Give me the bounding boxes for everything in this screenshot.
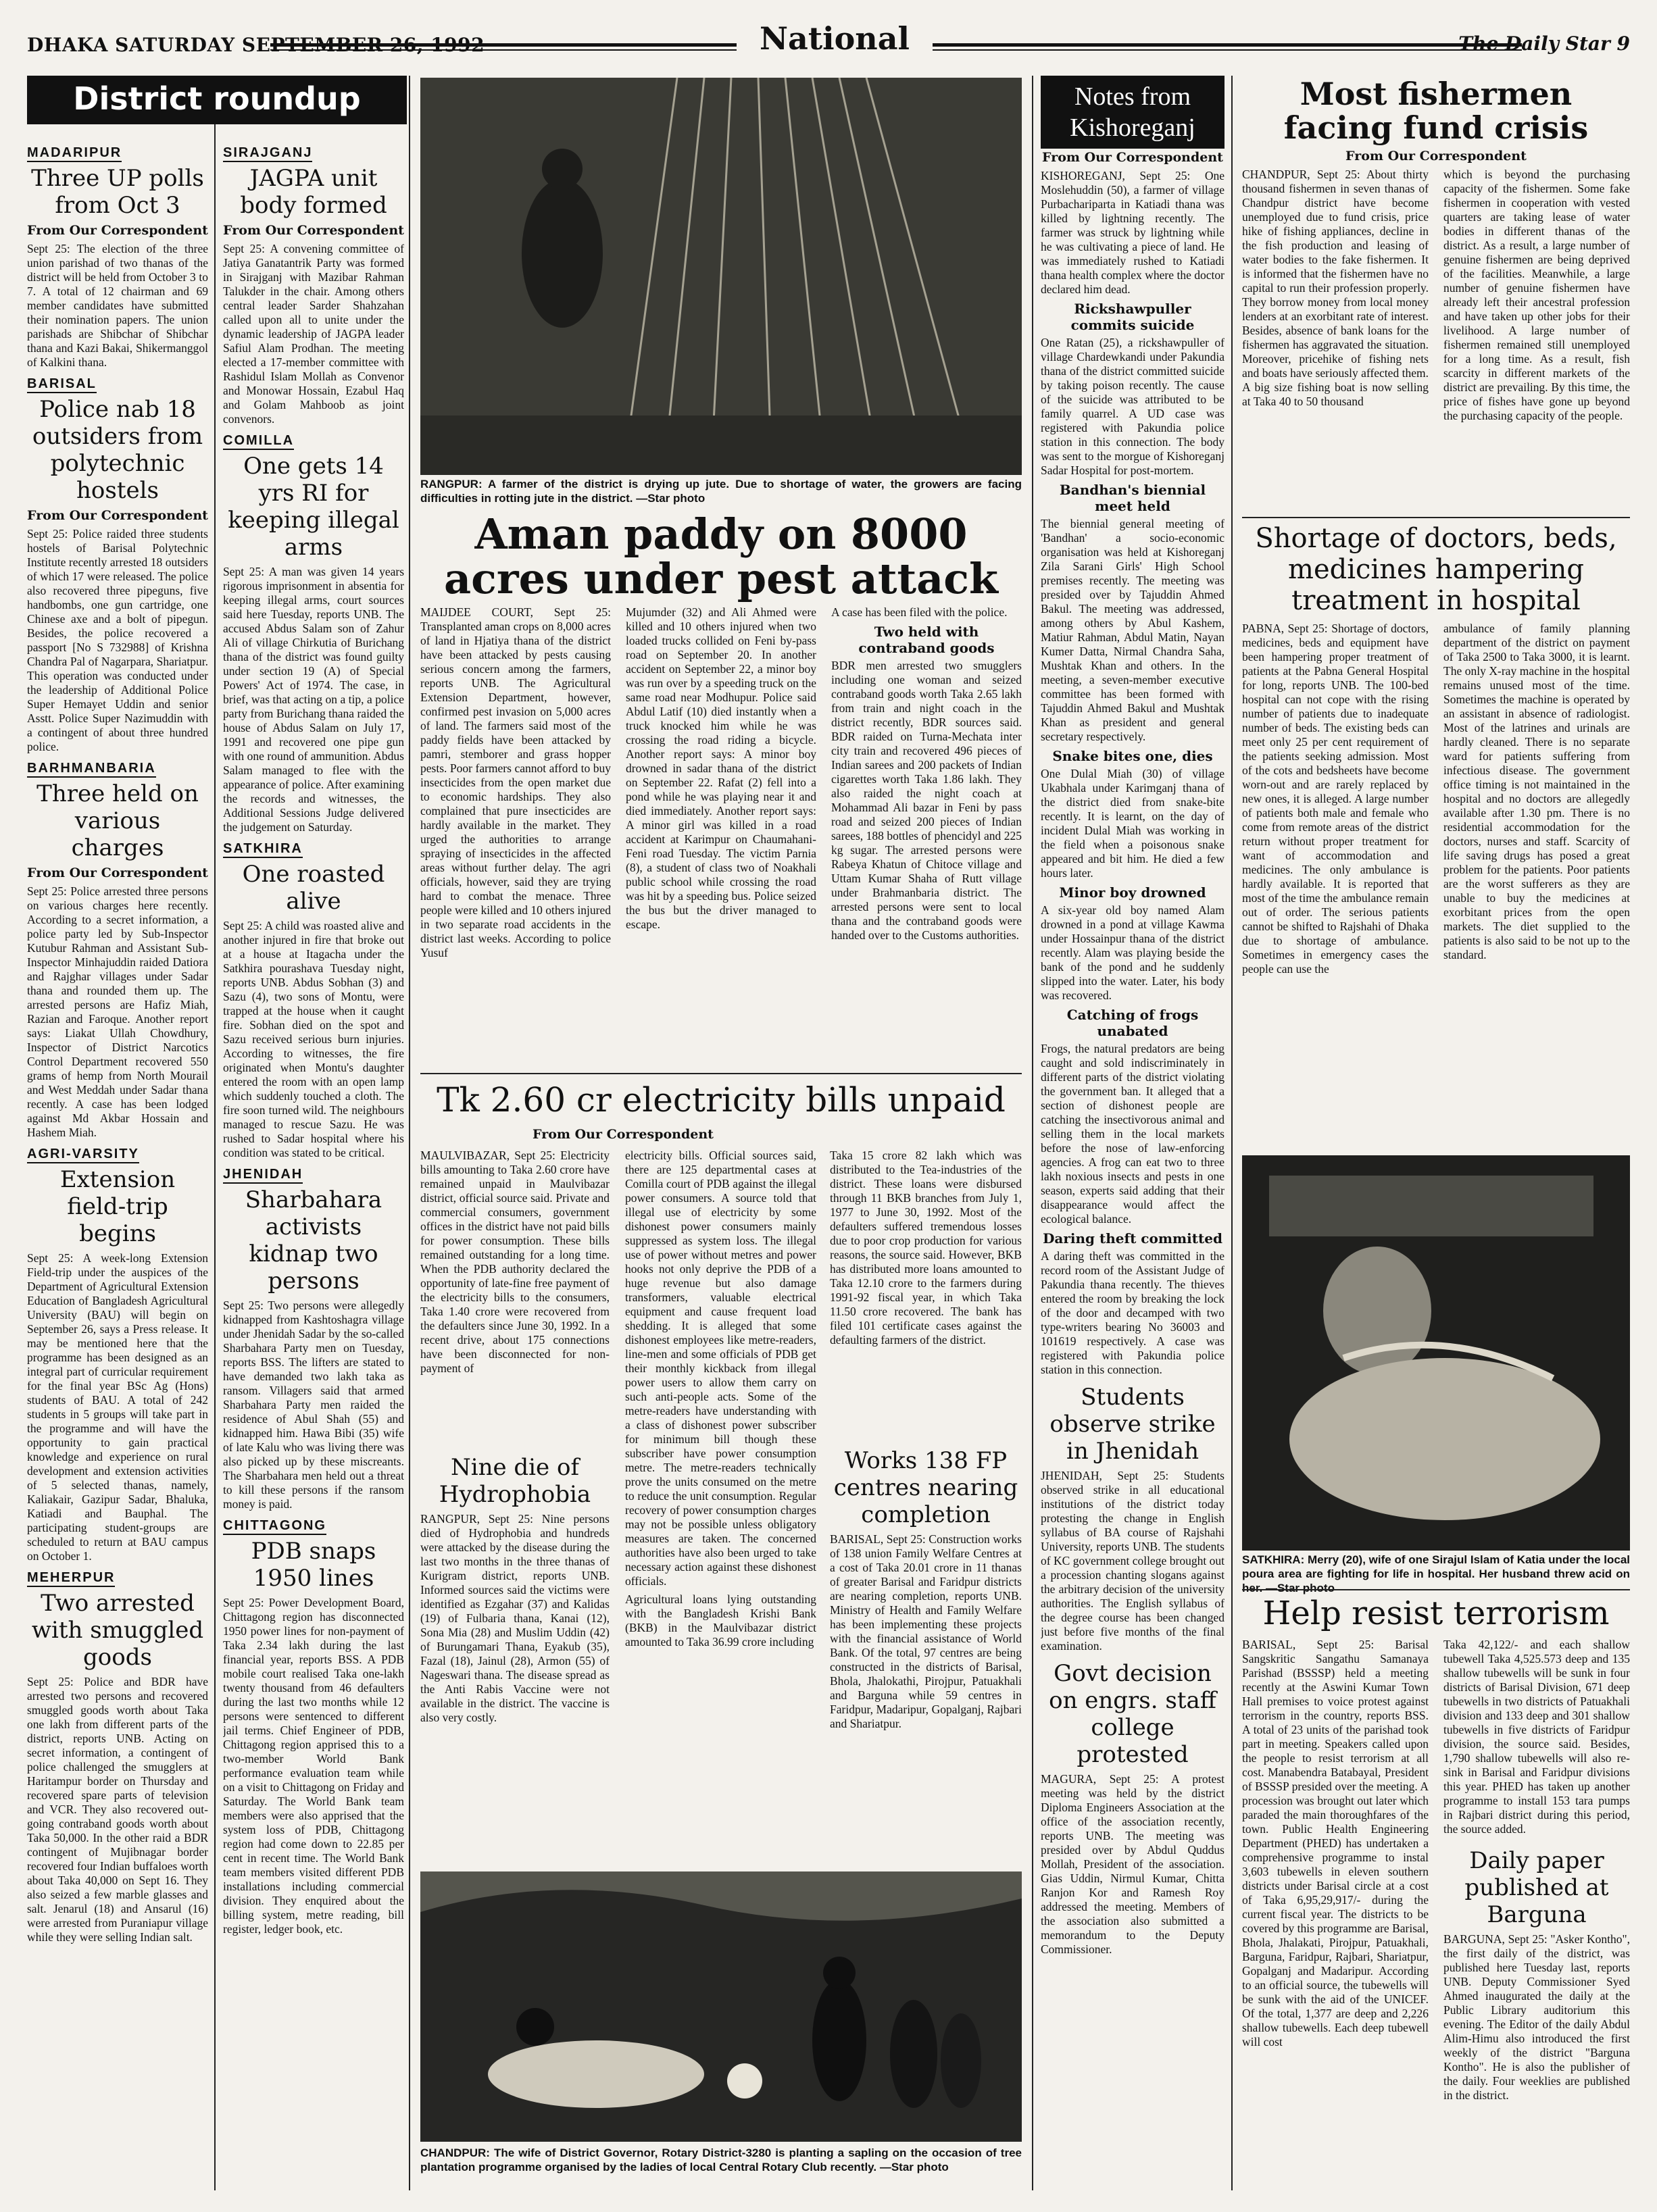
roundup-banner: District roundup bbox=[27, 76, 407, 124]
article-body: One Dulal Miah (30) of village Ukabhala under Karimganj thana of the district died from snake-bite recently. It is learnt, on the day of incident Dulal Miah was working in the field when a poisonous snake appeared and bit him. He died a few hours later. bbox=[1041, 767, 1225, 880]
headline: Most fishermen facing fund crisis bbox=[1283, 76, 1589, 146]
electricity-col-1 bbox=[420, 1149, 610, 1451]
jute-photo-image bbox=[420, 78, 1022, 475]
subheading: Daring theft committed bbox=[1043, 1230, 1222, 1247]
section-rule bbox=[420, 1073, 1022, 1074]
hospital-photo-image bbox=[1242, 1155, 1630, 1551]
byline: From Our Correspondent bbox=[27, 508, 208, 523]
article-body: A case has been filed with the police. bbox=[831, 605, 1008, 619]
subheading: Minor boy drowned bbox=[1059, 884, 1206, 901]
article-body: MAIJDEE COURT, Sept 25: Transplanted aman crops on 8,000 acres of land in Hjatiya thana of the district have been attacked by pests causing serious concern among the farmers, reports UNB. The Agricultural Extension Department, however, confirmed pest invasion on 5,000 acres of land. The farmers said most of the paddy fields have been attacked by pamri, stemborer and grass hopper pests. Poor farmers cannot afford to buy insecticides from the open market due to economic hardships. They also complained that pure insecticides are hardly available in the market. They urged the authorities to arrange spraying of insecticides in the affected areas without further delay. The agri officials, however, said they are trying hard to combat the menace. Three people were killed and 10 others injured in two separate road accidents in the district last weeks. According to police Yusuf bbox=[420, 605, 611, 959]
photo-rangpur-jute bbox=[420, 78, 1022, 475]
subheading: Rickshawpuller commits suicide bbox=[1070, 301, 1195, 333]
place-label: SIRAJGANJ bbox=[223, 145, 312, 162]
place-label: BARISAL bbox=[27, 376, 97, 393]
article-body: Sept 25: Police arrested three persons on various charges here recently. According to a secret information, a police party led by Sub-Inspector Kutubur Rahman and Assistant Sub-Inspector Minhajuddin raided Datiora and Rajghar villages under Sadar thana and rounded them up. The arrested persons are Hafiz Miah, Razian and Faroque. Another report says: Liakat Ullah Chowdhury, Inspector of District Narcotics Control Department recovered 550 grams of hemp from North Mourail and West Meddah under Sadar thana recently. A case has been lodged against Md Akbar Hossain and Hashem Miah. bbox=[27, 884, 208, 1139]
photo-caption: RANGPUR: A farmer of the district is drying up jute. Due to shortage of water, the growers are facing difficulties in rotting jute in the district. —Star photo bbox=[420, 478, 1022, 505]
article-body: BARGUNA, Sept 25: "Asker Kontho", the first daily of the district, was published here Tuesday last, reports UNB. Deputy Commissioner Syed Ahmed inaugurated the daily at the Public Library auditorium this evening. The Editor of the daily Abdul Alim-Himu also introduced the first weekly of the district "Barguna Kontho". He is also the publisher of the daily. Four weeklies are published in the district. bbox=[1443, 1932, 1630, 2102]
photo-caption: CHANDPUR: The wife of District Governor, Rotary District-3280 is planting a sapling on the occasion of tree plantation programme organised by the ladies of local Central Rotary Club recently. —Star photo bbox=[420, 2146, 1022, 2173]
electricity-headline-wrap bbox=[420, 1080, 1022, 1127]
headline: Police nab 18 outsiders from polytechnic hostels bbox=[32, 396, 203, 504]
article-body: Sept 25: A week-long Extension Field-trip under the auspices of the Department of Agricultural Extension Education of Bangladesh Agricultural University (BAU) will begin on September 26, says a Press release. It may be mentioned here that the programme has been designed as an integral part of curricular requirement for the final year BSc Ag (Hons) students of BAU. A total of 242 students in 5 groups will take part in the programme and will have the opportunity to gain practical knowledge and experience on rural development and extension activities of 5 selected thanas, namely, Kaliakair, Gazipur Sadar, Bhaluka, Katiadi and Bauphal. The participating student-groups are scheduled to return at BAU campus on October 1. bbox=[27, 1251, 208, 1563]
article-body: Mujumder (32) and Ali Ahmed were killed and 10 others injured when two loaded trucks collided on Feni by-pass road on September 20. In another accident on September 22, a minor boy was run over by a speeding truck on the same road near Modhupur. Police said Abdul Latif (10) died instantly when a truck knocked him while he was crossing the road riding a bicycle. Another report says: A minor boy drowned in sadar thana of the district on September 22. Rafat (2) fell into a pond while he was playing near it and died immediately. Another report says: A minor girl was killed in a road accident at Karimpur on Chaumahani-Feni road Tuesday. The victim Parnia (8), a student of class two of Noakhali public school while crossing the road was hit by a speeding bus. Police seized the bus but the driver managed to escape. bbox=[626, 605, 816, 931]
article-body: Sept 25: The election of the three union parishad of two thanas of the district will be held from October 3 to 7. A total of 12 chairman and 69 member candidates have submitted their nomination papers. The union parishads are Shibchar of Shibchar thana and Kazi Bakai, Shikermanggol of Kalkini thana. bbox=[27, 242, 208, 369]
headline: Three held on various charges bbox=[36, 780, 199, 861]
photo-caption: SATKHIRA: Merry (20), wife of one Sirajul Islam of Katia under the local poura area are fighting for life in hospital. Her husband threw acid on her. —Star photo bbox=[1242, 1553, 1631, 1594]
place-label: COMILLA bbox=[223, 433, 294, 450]
byline: From Our Correspondent bbox=[223, 223, 404, 238]
column-1 bbox=[27, 139, 208, 2186]
headline: Govt decision on engrs. staff college protested bbox=[1049, 1660, 1216, 1768]
headline: Help resist terrorism bbox=[1262, 1594, 1610, 1632]
section-rule bbox=[1242, 517, 1630, 518]
roundup-banner-wrap bbox=[27, 76, 407, 136]
dateline: DHAKA SATURDAY SEPTEMBER 26, 1992 bbox=[27, 34, 485, 56]
place-label: CHITTAGONG bbox=[223, 1518, 326, 1535]
byline: From Our Correspondent bbox=[1042, 150, 1223, 165]
subheading: Two held with contraband goods bbox=[858, 624, 995, 656]
place-label: MEHERPUR bbox=[27, 1570, 115, 1587]
terrorism-article bbox=[1242, 1593, 1630, 2188]
subheading: Catching of frogs unabated bbox=[1066, 1007, 1199, 1039]
headline: Three UP polls from Oct 3 bbox=[31, 165, 204, 219]
place-label: BARHMANBARIA bbox=[27, 761, 156, 778]
article-body: Sept 25: Police raided three students hostels of Barisal Polytechnic Institute recently arrested 18 outsiders of which 17 were released. The police also recovered three pipeguns, five handbombs, one gun cartridge, one Chinese axe and a bolt of pipegun. Besides, the police recovered a passport [No S 732988] of Krishna Chandra Pal of Nagarpara, Shariatpur. This operation was conducted under the leadership of Additional Police Super Hemayet Uddin and senior Asstt. Police Super Nazimuddin with a contingent of about three hundred police. bbox=[27, 527, 208, 753]
column-2 bbox=[223, 139, 404, 2186]
paper-name: The Daily Star 9 bbox=[1458, 32, 1630, 55]
article-body: electricity bills. Official sources said, there are 125 departmental cases at Comilla court of PDB against the illegal power consumers. A source told that illegal use of electricity by some dishonest power consumers mainly suppressed as system loss. The illegal use of power without metres and power hooks not only deprive the PDB of a huge revenue but also damage transformers, valuable electrical equipment and cause frequent load shedding. It is alleged that some dishonest employees like metre-readers, line-men and some officials of PDB get their monthly kickback from illegal power users to allow them carry on such anti-people acts. Some of the metre-readers have understanding with a class of dishonest power subscriber for minimum bill though these subscriber have power consumption metre. The metre-readers technically prove the units consumed on the metre to reduce the unit consumption. Regular recovery of power consumption charges may not be possible unless obligatory measures are taken. The concerned authorities have also been urged to take necessary action against these dishonest officials. bbox=[625, 1149, 816, 1588]
headline: Two arrested with smuggled goods bbox=[31, 1590, 204, 1671]
place-label: MADARIPUR bbox=[27, 145, 122, 162]
headline: Extension field-trip begins bbox=[59, 1166, 176, 1247]
headline: Students observe strike in Jhenidah bbox=[1049, 1384, 1216, 1465]
article-body: Sept 25: Power Development Board, Chittagong region has disconnected 1950 power lines for non-payment of Taka 2.34 lakh during the last financial year, reports BSS. A PDB mobile court realised Taka one-lakh twenty thousand from 46 defaulters during the last two months while 12 persons were sentenced to different jail terms. Chief Engineer of PDB, Chittagong region apprised this to a two-member World Bank performance evaluation team while on a visit to Chittagong on Friday and Saturday. The World Bank team members were also apprised that the system loss of PDB, Chittagong region had come down to 22.85 per cent in recent time. The World Bank team members visited different PDB installations including commercial division. They enquired about the billing system, metre reading, bill register, ledger book, etc. bbox=[223, 1596, 404, 1936]
electricity-col-3 bbox=[830, 1149, 1022, 1453]
article-body: MAULVIBAZAR, Sept 25: Electricity bills amounting to Taka 2.60 crore have remained unpaid in Maulvibazar district, official source said. Private and commercial consumers, government offices in the district have not paid bills for power consumption. These bills remained outstanding for a long time. When the PDB authority declared the opportunity of late-fine free payment of the electricity bills to the consumers, Taka 1.40 crore were recovered from the defaulters since June 30, 1992. In a recent drive, about 175 connections have been disconnected for non-payment of bbox=[420, 1149, 610, 1375]
place-label: AGRI-VARSITY bbox=[27, 1147, 139, 1163]
headline: Sharbahara activists kidnap two persons bbox=[245, 1186, 382, 1294]
article-body: CHANDPUR, Sept 25: About thirty thousand fishermen in seven thanas of Chandpur district have become unemployed due to fund crisis, price hike of fishing appliances, decline in the fish production and leasing of water bodies to the fake fishermen. It is informed that the fishermen have no capital to run their profession properly. They borrow money from local money lenders at an exorbitant rate of interest. Besides, absence of bank loans for the fishermen has aggravated the situation. Moreover, pricehike of fishing nets and boats have seriously affected them. A big size fishing boat is now selling at Taka 40 to 50 thousand bbox=[1242, 168, 1429, 408]
fishermen-article bbox=[1242, 76, 1630, 515]
headline: Nine die of Hydrophobia bbox=[439, 1454, 591, 1508]
headline: Works 138 FP centres nearing completion bbox=[833, 1447, 1018, 1528]
plantation-photo-image bbox=[420, 1871, 1022, 2142]
article-body: Sept 25: A convening committee of Jatiya Ganatantrik Party was formed in Sirajganj with Mazibar Rahman Talukder in the chair. Among others central leader Sarder Shahzahan called upon all to unite under the dynamic leadership of JAGPA leader Safiul Alam Prodhan. The meeting elected a 17-member committee with Rashidul Islam Mollah as Convenor and Monowar Hossain, Ezabul Haq and Golam Mahboob as joint convenors. bbox=[223, 242, 404, 426]
byline: From Our Correspondent bbox=[27, 865, 208, 880]
subheading: Bandhan's biennial meet held bbox=[1059, 482, 1206, 514]
article-body: BDR men arrested two smugglers including one woman and seized contraband goods worth Taka 2.65 lakh from train and night coach in the district recently, BDR sources said. BDR raided on Turna-Mechata inter city train and recovered 496 pieces of Indian sarees and 200 packets of Indian cigarettes worth Taka 1.86 lakh. They also raided the night coach at Mohammad Ali bazar in Feni by pass road and seized 200 pieces of Indian sarees, 188 bottles of phencidyl and 225 kg sugar. The arrested persons were Rabeya Khatun of Chitoce village and Uttam Kumar Shaha of Rutt village under Brahmanbaria district. The arrested persons were sent to local thana and the contraband goods were handed over to the Customs authorities. bbox=[831, 659, 1022, 942]
column-rule bbox=[214, 76, 216, 2190]
article-body: Taka 15 crore 82 lakh which was distributed to the Tea-industries of the district. These loans were disbursed through 11 BKB branches from July 1, 1977 to June 30, 1992. Most of the defaulters suffered tremendous losses due to poor crop production for various reasons, the source said. However, BKB has distributed more loans amounted to Taka 12.10 crore to the farmers during 1991-92 fiscal year, in which Taka 11.50 crore recovered. The bank has filed 101 certificate cases against the defaulting farmers of the district. bbox=[830, 1149, 1022, 1347]
photo-satkhira-hospital bbox=[1242, 1155, 1630, 1551]
article-body: Frogs, the natural predators are being caught and sold indiscriminately in different parts of the district violating the government ban. It alleged that a section of dishonest people are catching the insectivorous animal and selling them in the local markets before the nose of law-enforcing agencies. A frog can eat two to three lakh noxious insects and pests in one season, experts said adding that their disappearance would affect the ecological balance. bbox=[1041, 1042, 1225, 1226]
aman-article bbox=[420, 508, 1022, 1089]
masthead bbox=[27, 20, 1630, 68]
place-label: SATKHIRA bbox=[223, 841, 303, 858]
article-body: BARISAL, Sept 25: Barisal Sangskritic Sangathu Samanaya Parishad (BSSSP) held a meeting recently at the Aswini Kumar Town Hall premises to voice protest against terrorism in the country, reports BSS. A total of 23 units of the parishad took part in meeting. Speakers called upon the people to resist terrorism at all cost. Manabendra Batabayal, President of BSSSP presided over the meeting. A procession was brought out later which paraded the main thoroughfares of the town. Public Health Engineering Department (PHED) has undertaken a comprehensive programme to instal 3,603 tubewells in eleven southern districts under Barisal circle at a cost of Taka 6,95,29,917/- during the current fiscal year. The districts to be covered by this programme are Barisal, Bhola, Jhalakati, Pirojpur, Patuakhali, Barguna, Faridpur, Rajbari, Shariatpur, Gopalganj and Madaripur. According to an official source, the tubewells will be sunk with the aid of the UNICEF. Of the total, 1,377 are deep and 2,226 shallow tubewells. Each deep tubewell will cost bbox=[1242, 1638, 1429, 2048]
headline: Daily paper published at Barguna bbox=[1464, 1847, 1609, 1928]
place-label: JHENIDAH bbox=[223, 1167, 303, 1184]
article-body: A daring theft was committed in the record room of the Assistant Judge of Pakundia thana recently. The thieves entered the room by breaking the lock of the door and decamped with two type-writers bearing No 36003 and 101619 respectively. A case was registered with Pakundia police station in this connection. bbox=[1041, 1249, 1225, 1376]
article-body: The biennial general meeting of 'Bandhan' a socio-economic organisation was held at Kishoreganj Zila Sarani Girls' High School premises recently. The meeting was presided over by Tajuddin Ahmed Bakul. The meeting was addressed, among others by Abul Kashem, Matiur Rahman, Abdul Matin, Nayan Kumer Datta, Nirmal Chandra Saha, Mushtak Khan and others. In the meeting, a seven-member executive committee has been formed with Tajuddin Ahmed Bakul and Mushtak Khan as president and general secretary respectively. bbox=[1041, 517, 1225, 743]
article-body: Sept 25: A man was given 14 years rigorous imprisonment in absentia for keeping illegal arms, court sources said here Tuesday, reports UNB. The accused Abdus Salam son of Zahur Ali of village Chirkutia of Burichang thana of the district was found guilty under section 19 (A) of Special Powers' Act of 1974. The case, in brief, was that acting on a tip, a police party from Burichang thana raided the house of Abdus Salam on July 17, 1991 and recovered one pipe gun with one round of ammunition. Abdus Salam managed to flee with the appearance of police. After examining the records and witnesses, the Additional Sessions Judge delivered the judgement on Saturday. bbox=[223, 565, 404, 834]
article-body: A six-year old boy named Alam drowned in a pond at village Kawma under Hossainpur thana of the district recently. Alam was playing beside the bank of the pond and he suddenly slipped into the water. Later, his body was recovered. bbox=[1041, 903, 1225, 1002]
byline: From Our Correspondent bbox=[1345, 149, 1527, 164]
article-body: One Ratan (25), a rickshawpuller of village Chardewkandi under Pakundia thana of the district committed suicide by taking poison recently. The cause of the suicide was attributed to be family quarrel. A UD case was registered with Pakundia police station in this connection. The body was sent to the morgue of Kishoreganj Sadar Hospital for post-mortem. bbox=[1041, 336, 1225, 477]
headline: Shortage of doctors, beds, medicines hampering treatment in hospital bbox=[1255, 523, 1617, 616]
article-body: KISHOREGANJ, Sept 25: One Moslehuddin (50), a farmer of village Purbachariparta in Katiadi thana was killed by lightning recently. The farmer was struck by lightning while he was cultivating a piece of land. He was immediately rushed to Katiadi thana health complex where the doctor declared him dead. bbox=[1041, 169, 1225, 296]
electricity-col-2 bbox=[625, 1149, 816, 1866]
hydrophobia-article bbox=[420, 1453, 610, 1866]
photo-chandpur-plantation bbox=[420, 1871, 1022, 2142]
article-body: BARISAL, Sept 25: Construction works of 138 union Family Welfare Centres at a cost of Taka 20.01 crore in 11 thanas of greater Barisal and Faridpur districts are nearing completion, reports UNB. Ministry of Health and Family Welfare has been implementing these projects with the financial assistance of World Bank. Of the total, 97 centres are being constructed in the districts of Barisal, Bhola, Jhalokathi, Pirojpur, Patuakhali and Barguna while 59 centres in Faridpur, Madaripur, Gopalganj, Rajbari and Shariatpur. bbox=[830, 1532, 1022, 1730]
headline: Tk 2.60 cr electricity bills unpaid bbox=[437, 1080, 1006, 1120]
article-body: ambulance of family planning department of the district on payment of Taka 2500 to Taka 3000, it is learnt. The only X-ray machine in the hospital remains unused most of the time. Sometimes the machine is operated by an assistant in absence of radiologist. Most of the latrines and urinals are hardly cleaned. There is no separate ward for patients suffering from infectious disease. The government office timing is not maintained in the hospital and no doctors are allegedly available after 1.30 pm. There is no residential accommodation for the doctors, nurses and staff. Scarcity of life saving drugs has posed a great problem for the patients. Poor patients are the worst sufferers as they are unable to buy the medicines at exorbitant prices from the open markets. The diet supplied to the patients is also said to be not up to the standard. bbox=[1443, 622, 1630, 961]
headline: One gets 14 yrs RI for keeping illegal arms bbox=[228, 453, 399, 561]
kishoreganj-column bbox=[1041, 76, 1225, 2190]
headline: JAGPA unit body formed bbox=[240, 165, 387, 219]
shortage-article bbox=[1242, 522, 1630, 1153]
column-rule bbox=[1231, 76, 1233, 2190]
article-body: which is beyond the purchasing capacity of the fishermen. Some fake fishermen in cooperation with vested quarters are taking lease of water bodies in different thanas of the district. As a result, a large number of genuine fishermen are being deprived of the facilities. Meanwhile, a large number of genuine fishermen have already left their ancestral profession and have taken up other jobs for their livelihood. A large number of fishermen remained still unemployed for a long time. As a result, fish scarcity in different markets of the district are prevailing. By this time, the price of fishes have gone up beyond the purchasing capacity of the people. bbox=[1443, 168, 1630, 422]
notes-banner: Notes from Kishoreganj bbox=[1041, 76, 1225, 149]
column-rule bbox=[1032, 76, 1033, 2190]
headline: Aman paddy on 8000 acres under pest attack bbox=[444, 509, 998, 603]
article-body: PABNA, Sept 25: Shortage of doctors, medicines, beds and equipment have been hampering proper treatment of patients at the Pabna General Hospital for long, reports UNB. The 100-bed hospital can not cope with the rising number of patients due to inadequate number of beds. The existing beds can meet only 25 per cent requirement of the patients seeking admission. Most of the cots and bedsheets have become worn-out and are rarely replaced by new ones, it is alleged. A large number of patients both male and female who come from remote areas of the district return without proper treatment for want of accommodation and medicines. The only ambulance is hardly available. It is reported that most of the time the ambulance remain out of order. The serious patients cannot be shifted to Rajshahi of Dhaka due to shortage of ambulance. Sometimes in emergency cases the people can use the bbox=[1242, 622, 1429, 976]
section-title: National bbox=[737, 20, 933, 57]
article-body: Taka 42,122/- and each shallow tubewell Taka 4,525.573 deep and 135 shallow tubewells will be sunk in four districts of Barisal Division, 671 deep tubewells in two districts of Patuakhali division and 133 deep and 301 shallow tubewells in five districts of Faridpur division, the source said. Besides, 1,790 shallow tubewells will also re-sink in Barisal and Faridpur divisions this year. PHED has taken up another programme to install 153 tara pumps in Rajbari district during this period, the source added. bbox=[1443, 1638, 1630, 1836]
article-body: Sept 25: A child was roasted alive and another injured in fire that broke out at a house at Itagacha under the Satkhira pourashava Tuesday night, reports UNB. Abdus Sobhan (3) and Sazu (4), two sons of Montu, were trapped at the house when it caught fire. Sobhan died on the spot and Sazu received serious burn injuries. According to witnesses, the fire originated when Montu's daughter entered the room with an open lamp which suddenly touched a cloth. The fire soon turned wild. The neighbours managed to rescue Sazu. He was rushed to Sadar hospital where his condition was stated to be critical. bbox=[223, 919, 404, 1159]
subheading: Snake bites one, dies bbox=[1052, 748, 1213, 764]
article-body: Sept 25: Police and BDR have arrested two persons and recovered smuggled goods worth about Taka one lakh from different parts of the district, reports UNB. Acting on secret information, a contingent of police challenged the smugglers at Haritampur border on Thursday and recovered spare parts of television and VCR. They also recovered out-going contraband goods worth about Taka 50,000. In the other raid a BDR contingent of Mujibnagar border recovered four Indian buffaloes worth about Taka 40,000 on Sept 16. They also seized a few marble glasses and salt. Jenarul (18) and Ansarul (16) were arrested from Puraniapur village while they were selling Indian salt. bbox=[27, 1675, 208, 1944]
fp-centres-article bbox=[830, 1446, 1022, 1866]
article-body: RANGPUR, Sept 25: Nine persons died of Hydrophobia and hundreds were attacked by the disease during the last two months in the three thanas of Kurigram district, reports UNB. Informed sources said the victims were identified as Ezgahar (37) and Kalidas (19) of Fulbaria thana, Kanai (12), Sona Mia (28) and Muslim Uddin (42) of Burungamari Thana, Eyakub (35), Fazal (18), Jainul (28), Armon (55) of Nageswari thana. The disease spread as the Anti Rabis Vaccine were not available in the district. The vaccine is also very costly. bbox=[420, 1512, 610, 1724]
article-body: MAGURA, Sept 25: A protest meeting was held by the district Diploma Engineers Association at the office of the association recently, reports UNB. The meeting was presided over by Abdul Quddus Mollah, President of the association. Gias Uddin, Nirmul Kumar, Chitta Ranjon Kor and Ramesh Roy addressed the meeting. Members of the association also submitted a memorandum to the Deputy Commissioner. bbox=[1041, 1772, 1225, 1956]
article-body: JHENIDAH, Sept 25: Students observed strike in all educational institutions of the district today protesting the change in English syllabus of BA course of Rajshahi University, reports UNB. The students of KC government college brought out a procession chanting slogans against the arbitrary decision of the university authorities. The English syllabus of the degree course has been changed just before five months of the final examination. bbox=[1041, 1469, 1225, 1653]
article-body: Sept 25: Two persons were allegedly kidnapped from Kashtoshagra village under Jhenidah Sadar by the so-called Sharbahara Party men on Tuesday, reports BSS. The lifters are stated to have demanded two lakh taka as ransom. Villagers said that armed Sharbahara Party men raided the residence of Abul Shah (55) and kidnapped him. Hawa Bibi (35) wife of late Kalu who was living there was also picked up by these miscreants. The Sharbahara men held out a threat to kill these persons if the ransom money is paid. bbox=[223, 1299, 404, 1511]
headline: One roasted alive bbox=[242, 861, 385, 915]
article-body: Agricultural loans lying outstanding with the Bangladesh Krishi Bank (BKB) in the Maulvibazar district amounted to Taka 36.99 crore including bbox=[625, 1592, 816, 1649]
section-rule bbox=[1242, 1589, 1630, 1590]
column-rule bbox=[409, 76, 410, 2190]
byline: From Our Correspondent bbox=[533, 1127, 714, 1142]
byline: From Our Correspondent bbox=[27, 223, 208, 238]
headline: PDB snaps 1950 lines bbox=[251, 1538, 376, 1592]
